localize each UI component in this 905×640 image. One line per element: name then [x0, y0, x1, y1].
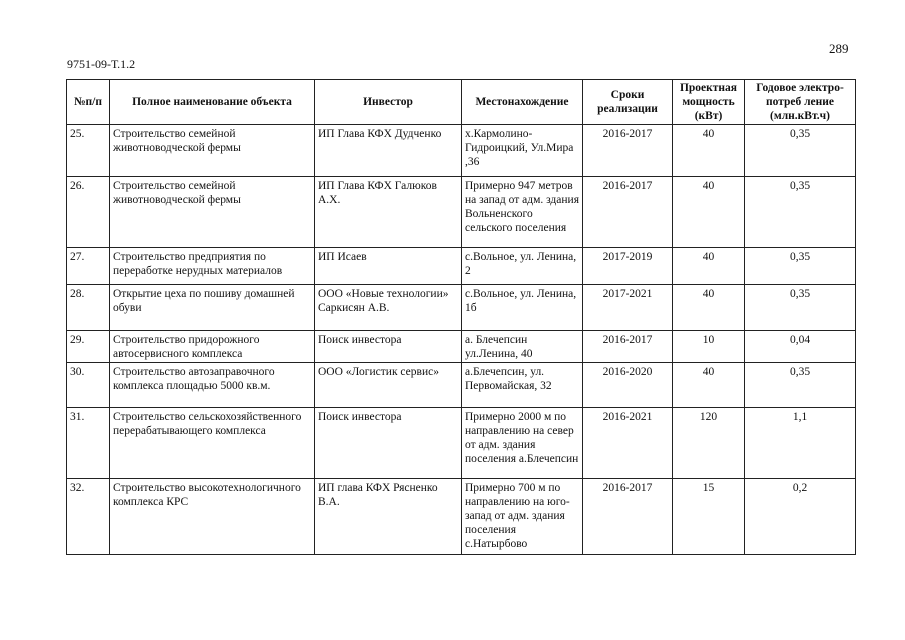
- cell-power: 40: [673, 363, 745, 408]
- cell-consumption: 0,35: [745, 285, 856, 331]
- investment-projects-table: [66, 79, 856, 555]
- table-header-row: [67, 80, 856, 125]
- cell-name: Строительство предприятия по переработке нерудных материалов: [110, 248, 315, 285]
- cell-num: 29.: [67, 331, 110, 363]
- cell-power: 10: [673, 331, 745, 363]
- cell-period: 2016-2021: [583, 408, 673, 479]
- cell-power: 40: [673, 177, 745, 248]
- cell-power: 40: [673, 125, 745, 177]
- cell-investor: ИП Глава КФХ Галюков А.Х.: [315, 177, 462, 248]
- cell-num: 31.: [67, 408, 110, 479]
- cell-investor: Поиск инвестора: [315, 408, 462, 479]
- cell-num: 25.: [67, 125, 110, 177]
- cell-num: 32.: [67, 479, 110, 555]
- table-row: [67, 479, 856, 555]
- cell-consumption: 0,35: [745, 248, 856, 285]
- cell-consumption: 0,35: [745, 125, 856, 177]
- cell-consumption: 0,35: [745, 177, 856, 248]
- cell-name: Строительство придорожного автосервисного комплекса: [110, 331, 315, 363]
- table-row: [67, 248, 856, 285]
- cell-investor: Поиск инвестора: [315, 331, 462, 363]
- cell-name: Строительство сельскохозяйственного перерабатывающего комплекса: [110, 408, 315, 479]
- page-number: 289: [829, 41, 849, 56]
- cell-location: х.Кармолино-Гидроицкий, Ул.Мира ,36: [462, 125, 583, 177]
- cell-period: 2017-2019: [583, 248, 673, 285]
- table-row: [67, 363, 856, 408]
- cell-name: Строительство семейной животноводческой фермы: [110, 125, 315, 177]
- cell-investor: ИП Глава КФХ Дудченко: [315, 125, 462, 177]
- table-row: [67, 408, 856, 479]
- cell-investor: ООО «Новые технологии» Саркисян А.В.: [315, 285, 462, 331]
- cell-consumption: 0,04: [745, 331, 856, 363]
- cell-investor: ИП глава КФХ Рясненко В.А.: [315, 479, 462, 555]
- cell-name: Строительство автозаправочного комплекса площадью 5000 кв.м.: [110, 363, 315, 408]
- table-row: [67, 331, 856, 363]
- document-code: 9751-09-Т.1.2: [67, 57, 136, 71]
- header-location: Местонахождение: [462, 80, 583, 125]
- cell-location: с.Вольное, ул. Ленина, 2: [462, 248, 583, 285]
- cell-num: 26.: [67, 177, 110, 248]
- cell-name: Строительство семейной животноводческой фермы: [110, 177, 315, 248]
- cell-period: 2016-2017: [583, 331, 673, 363]
- cell-period: 2017-2021: [583, 285, 673, 331]
- header-name: Полное наименование объекта: [110, 80, 315, 125]
- header-consumption: Годовое электро-потреб ление (млн.кВт.ч): [745, 80, 856, 125]
- table-row: [67, 285, 856, 331]
- cell-investor: ООО «Логистик сервис»: [315, 363, 462, 408]
- cell-power: 15: [673, 479, 745, 555]
- cell-num: 27.: [67, 248, 110, 285]
- cell-period: 2016-2017: [583, 479, 673, 555]
- cell-power: 40: [673, 248, 745, 285]
- cell-period: 2016-2017: [583, 177, 673, 248]
- cell-num: 30.: [67, 363, 110, 408]
- cell-investor: ИП Исаев: [315, 248, 462, 285]
- cell-location: Примерно 700 м по направлению на юго-запад от адм. здания поселения с.Натырбово: [462, 479, 583, 555]
- header-investor: Инвестор: [315, 80, 462, 125]
- cell-name: Открытие цеха по пошиву домашней обуви: [110, 285, 315, 331]
- table-row: [67, 177, 856, 248]
- cell-consumption: 0,35: [745, 363, 856, 408]
- cell-period: 2016-2020: [583, 363, 673, 408]
- cell-num: 28.: [67, 285, 110, 331]
- cell-power: 40: [673, 285, 745, 331]
- cell-consumption: 1,1: [745, 408, 856, 479]
- cell-location: Примерно 947 метров на запад от адм. здания Вольненского сельского поселения: [462, 177, 583, 248]
- cell-period: 2016-2017: [583, 125, 673, 177]
- header-period: Сроки реализации: [583, 80, 673, 125]
- header-num: №п/п: [67, 80, 110, 125]
- cell-location: а. Блечепсин ул.Ленина, 40: [462, 331, 583, 363]
- cell-power: 120: [673, 408, 745, 479]
- table-row: [67, 125, 856, 177]
- cell-location: Примерно 2000 м по направлению на север от адм. здания поселения а.Блечепсин: [462, 408, 583, 479]
- header-power: Проектная мощность (кВт): [673, 80, 745, 125]
- cell-location: а.Блечепсин, ул. Первомайская, 32: [462, 363, 583, 408]
- cell-name: Строительство высокотехнологичного комплекса КРС: [110, 479, 315, 555]
- cell-consumption: 0,2: [745, 479, 856, 555]
- cell-location: с.Вольное, ул. Ленина, 1б: [462, 285, 583, 331]
